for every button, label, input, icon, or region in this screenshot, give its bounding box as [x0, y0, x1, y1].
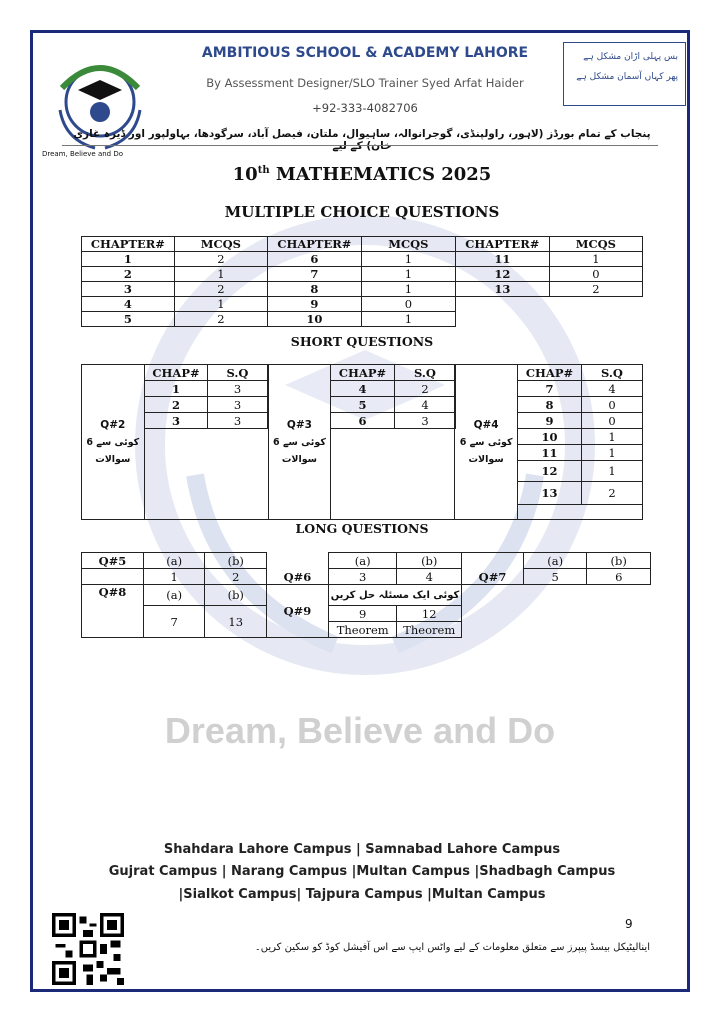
table-cell: 2: [174, 282, 267, 297]
mcq-header-row: [82, 237, 643, 252]
table-cell: 12: [397, 606, 462, 622]
table-cell: 3: [208, 413, 268, 429]
table-cell: CHAPTER#: [268, 237, 362, 252]
mcq-table: [81, 236, 643, 327]
table-cell: 1: [582, 429, 643, 445]
campus-line-3: |Sialkot Campus| Tajpura Campus |Multan Campus: [178, 887, 546, 902]
table-cell: [462, 585, 651, 638]
table-cell: 2: [174, 312, 267, 327]
table-cell: CHAP#: [518, 365, 582, 381]
quote-line-2: پھر کہاں آسمان مشکل ہے: [576, 72, 678, 82]
table-cell: 6: [331, 413, 395, 429]
table-row: [145, 381, 268, 397]
table-cell: 2: [582, 482, 643, 505]
table-cell: 7: [518, 381, 582, 397]
q4-label: Q#4: [473, 419, 499, 431]
table-cell: 8: [518, 397, 582, 413]
table-cell: 9: [518, 413, 582, 429]
table-cell: 1: [361, 252, 455, 267]
table-cell: 1: [82, 252, 175, 267]
table-cell: 3: [208, 397, 268, 413]
table-cell: 3: [82, 282, 175, 297]
table-cell: 4: [397, 569, 462, 585]
page-title: 10th MATHEMATICS 2025: [232, 164, 492, 185]
table-cell: 11: [518, 445, 582, 461]
table-cell: S.Q: [208, 365, 268, 381]
whatsapp-note: اینالیٹیکل بیسڈ پیپرز سے متعلق معلومات کے لیے واٹس ایپ سے اس آفیشل کوڈ کو سکین کریں۔: [254, 942, 650, 953]
table-row: [82, 282, 643, 297]
table-cell: 13: [455, 282, 549, 297]
table-cell: 0: [549, 267, 642, 282]
table-cell: (a): [328, 553, 396, 569]
table-cell: 7: [268, 267, 362, 282]
table-cell: 6: [268, 252, 362, 267]
q9-note: کوئی ایک مسئلہ حل کریں: [328, 585, 461, 606]
table-cell: 2: [549, 282, 642, 297]
header-divider: [62, 145, 658, 146]
table-row: [145, 397, 268, 413]
q3-label: Q#3: [286, 419, 312, 431]
table-cell: 1: [549, 252, 642, 267]
table-cell: Theorem: [397, 622, 462, 638]
table-cell: 10: [268, 312, 362, 327]
table-cell: [455, 312, 642, 327]
table-row: [518, 413, 643, 429]
table-cell: [455, 297, 642, 312]
table-cell: 13: [518, 482, 582, 505]
table-cell: (b): [205, 585, 267, 606]
table-cell: 13: [205, 606, 267, 638]
table-cell: 12: [455, 267, 549, 282]
mcq-section-title: MULTIPLE CHOICE QUESTIONS: [224, 203, 500, 221]
table-cell: 2: [145, 397, 208, 413]
table-cell: 1: [361, 312, 455, 327]
campus-line-1: Shahdara Lahore Campus | Samnabad Lahore Campus: [163, 842, 561, 857]
table-cell: (a): [143, 553, 205, 569]
table-cell: 8: [268, 282, 362, 297]
table-cell: [82, 569, 144, 585]
long-questions-table: [81, 552, 651, 638]
table-row: [331, 413, 456, 429]
q4-chapter-table: [517, 364, 643, 505]
table-row: [518, 381, 643, 397]
table-cell: 2: [174, 252, 267, 267]
logo-motto: Dream, Believe and Do: [42, 150, 124, 158]
phone-number: +92-333-4082706: [312, 101, 418, 115]
q9-label: Q#9: [267, 585, 329, 638]
table-cell: 0: [582, 397, 643, 413]
table-cell: 5: [82, 312, 175, 327]
table-cell: (b): [205, 553, 267, 569]
table-cell: S.Q: [582, 365, 643, 381]
table-cell: 1: [143, 569, 205, 585]
table-row: [331, 381, 456, 397]
table-row: [82, 297, 643, 312]
q6-label: Q#6: [267, 553, 329, 585]
table-cell: 6: [587, 569, 651, 585]
table-cell: 9: [268, 297, 362, 312]
table-cell: CHAPTER#: [82, 237, 175, 252]
qr-code-icon: [52, 913, 124, 985]
table-row: [82, 267, 643, 282]
table-cell: MCQS: [361, 237, 455, 252]
watermark-text: Dream, Believe and Do: [164, 710, 556, 751]
table-cell: CHAPTER#: [455, 237, 549, 252]
table-cell: (b): [397, 553, 462, 569]
table-cell: (a): [523, 553, 586, 569]
table-cell: 5: [523, 569, 586, 585]
table-cell: CHAP#: [331, 365, 395, 381]
table-cell: 4: [82, 297, 175, 312]
q2-label-cell: Q#2 کوئی سے 6 سوالات: [82, 365, 145, 520]
table-cell: 1: [361, 267, 455, 282]
table-cell: 10: [518, 429, 582, 445]
table-row: [518, 482, 643, 505]
table-cell: 12: [518, 461, 582, 482]
table-cell: 1: [582, 461, 643, 482]
quote-line-1: بس پہلی اڑان مشکل ہے: [583, 52, 678, 62]
table-row: [82, 312, 643, 327]
table-cell: 3: [328, 569, 396, 585]
q7-label: Q#7: [462, 553, 524, 585]
boards-line: پنجاب کے تمام بورڈز (لاہور، راولپنڈی، گوجرانوالہ، ساہیوال، ملتان، فیصل آباد، سرگودھا، بہاولپور اور ڈیرہ غازی خان) کے لیے: [73, 128, 651, 152]
q2-chapter-table: [144, 364, 268, 429]
table-row: [518, 445, 643, 461]
table-cell: 3: [145, 413, 208, 429]
byline: By Assessment Designer/SLO Trainer Syed Arfat Haider: [206, 76, 524, 90]
table-cell: Theorem: [328, 622, 396, 638]
table-cell: 0: [361, 297, 455, 312]
school-name: AMBITIOUS SCHOOL & ACADEMY LAHORE: [201, 45, 529, 61]
q3-label-cell: Q#3 کوئی سے 6 سوالات: [268, 365, 331, 520]
table-row: [82, 252, 643, 267]
table-row: [518, 461, 643, 482]
urdu-quote-box: [563, 42, 686, 106]
table-cell: 2: [82, 267, 175, 282]
table-row: [145, 413, 268, 429]
table-cell: 3: [208, 381, 268, 397]
table-cell: S.Q: [395, 365, 456, 381]
table-cell: 3: [395, 413, 456, 429]
table-cell: 1: [582, 445, 643, 461]
table-row: [518, 397, 643, 413]
table-cell: 4: [582, 381, 643, 397]
table-cell: CHAP#: [145, 365, 208, 381]
campus-line-2: Gujrat Campus | Narang Campus |Multan Campus |Shadbagh Campus: [108, 864, 616, 879]
table-cell: 4: [395, 397, 456, 413]
q2-label: Q#2: [100, 419, 126, 431]
q4-label-cell: Q#4 کوئی سے 6 سوالات: [455, 365, 518, 520]
table-cell: 1: [174, 297, 267, 312]
q3-chapter-table: [330, 364, 456, 429]
table-cell: 5: [331, 397, 395, 413]
table-cell: 1: [145, 381, 208, 397]
q5-label: Q#5: [82, 553, 144, 569]
table-cell: 0: [582, 413, 643, 429]
table-cell: (a): [143, 585, 205, 606]
table-cell: 9: [328, 606, 396, 622]
table-cell: 2: [205, 569, 267, 585]
table-cell: 1: [174, 267, 267, 282]
table-cell: MCQS: [174, 237, 267, 252]
page-number: 9: [625, 917, 633, 931]
table-cell: (b): [587, 553, 651, 569]
table-cell: 7: [143, 606, 205, 638]
table-cell: 11: [455, 252, 549, 267]
table-row: [518, 429, 643, 445]
short-section-title: SHORT QUESTIONS: [290, 334, 434, 349]
table-cell: MCQS: [549, 237, 642, 252]
table-cell: 2: [395, 381, 456, 397]
q8-label: Q#8: [82, 585, 144, 638]
table-row: [331, 397, 456, 413]
table-cell: 4: [331, 381, 395, 397]
long-section-title: LONG QUESTIONS: [295, 521, 429, 536]
table-cell: 1: [361, 282, 455, 297]
